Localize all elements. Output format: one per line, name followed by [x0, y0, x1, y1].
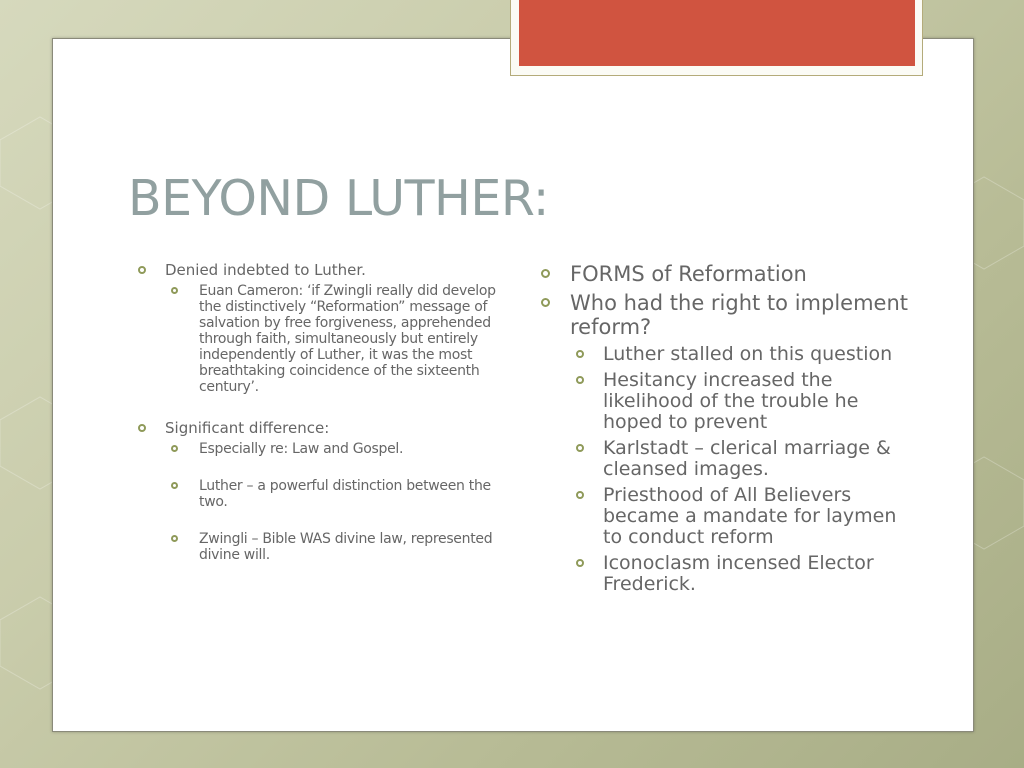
- bullet-icon: [576, 559, 584, 567]
- bullet-icon: [138, 424, 146, 432]
- bullet-icon: [541, 269, 550, 278]
- sub-list-item: [170, 441, 496, 457]
- bullet-icon: [171, 535, 178, 542]
- bullet-icon: [171, 482, 178, 489]
- accent-bar: [519, 0, 915, 66]
- list-item: [136, 420, 496, 437]
- right-bullet-list: [540, 262, 910, 595]
- sub-list-item: [540, 485, 910, 548]
- bullet-icon: [576, 376, 584, 384]
- bullet-icon: [576, 444, 584, 452]
- list-item-text: FORMS of Reformation: [570, 262, 807, 286]
- list-item-text: Who had the right to implement reform?: [570, 291, 908, 339]
- sub-list-item: [170, 283, 496, 395]
- bullet-icon: [171, 445, 178, 452]
- bullet-icon: [576, 491, 584, 499]
- left-column: [136, 262, 496, 563]
- list-item-text: Especially re: Law and Gospel.: [199, 441, 404, 457]
- spacer: [136, 395, 496, 420]
- list-item: [540, 291, 910, 339]
- slide-title: BEYOND LUTHER:: [128, 170, 549, 227]
- list-item-text: Karlstadt – clerical marriage & cleansed images.: [603, 437, 891, 480]
- list-item-text: Euan Cameron: ‘if Zwingli really did develop the distinctively “Reformation” message of salvation by free forgiveness, apprehended through faith, simultaneously but entirely independently of Luther, it was the most breathtaking coincidence of the sixteenth century’.: [199, 283, 496, 395]
- sub-list-item: [540, 344, 910, 365]
- list-item-text: Priesthood of All Believers became a mandate for laymen to conduct reform: [603, 484, 897, 548]
- list-item: [540, 262, 910, 286]
- spacer: [136, 510, 496, 531]
- list-item-text: Significant difference:: [165, 419, 330, 437]
- bullet-icon: [171, 287, 178, 294]
- list-item-text: Hesitancy increased the likelihood of the trouble he hoped to prevent: [603, 369, 859, 433]
- left-bullet-list: [136, 262, 496, 563]
- sub-list-item: [170, 531, 496, 563]
- list-item-text: Iconoclasm incensed Elector Frederick.: [603, 552, 874, 595]
- spacer: [136, 457, 496, 478]
- bullet-icon: [576, 350, 584, 358]
- list-item-text: Zwingli – Bible WAS divine law, represented divine will.: [199, 531, 493, 563]
- bullet-icon: [541, 298, 550, 307]
- sub-list-item: [540, 370, 910, 433]
- sub-list-item: [540, 438, 910, 480]
- list-item-text: Luther stalled on this question: [603, 343, 893, 365]
- list-item-text: Denied indebted to Luther.: [165, 261, 366, 279]
- list-item: [136, 262, 496, 279]
- bullet-icon: [138, 266, 146, 274]
- sub-list-item: [170, 478, 496, 510]
- list-item-text: Luther – a powerful distinction between the two.: [199, 478, 491, 510]
- sub-list-item: [540, 553, 910, 595]
- right-column: [540, 262, 910, 600]
